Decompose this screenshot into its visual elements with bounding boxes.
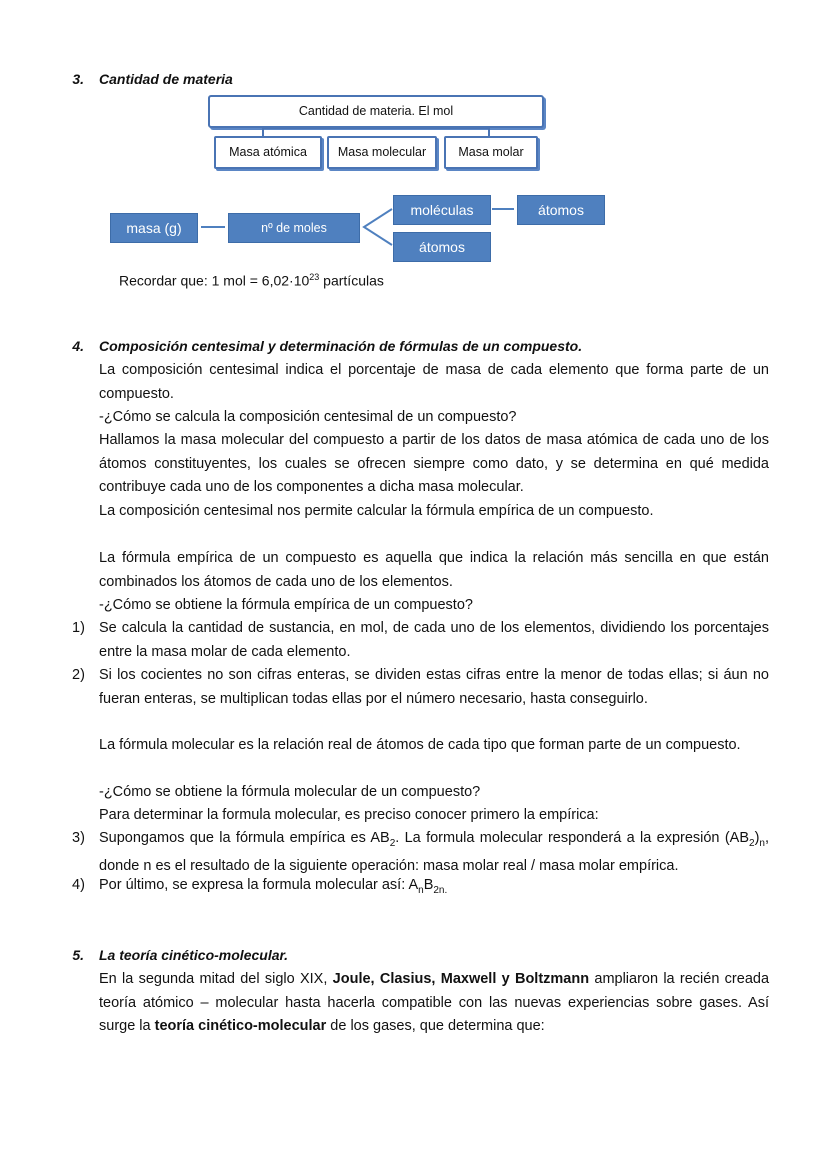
bold-text: teoría cinético-molecular bbox=[154, 1018, 327, 1034]
subscript: 2 bbox=[749, 837, 755, 849]
subscript: n bbox=[418, 884, 424, 896]
question: -¿Cómo se calcula la composición centesimal de un compuesto? bbox=[99, 409, 517, 425]
diagram-top-box: Cantidad de materia. El mol bbox=[208, 95, 544, 128]
text: ampliaron la recién creada teoría atómico – molecular hasta hacerla compatible con las nuevas experiencias sobre gases. Así surge la bbox=[99, 971, 770, 1034]
list-number: 3) bbox=[72, 830, 85, 846]
diagram-connector bbox=[262, 127, 490, 136]
flow-molecules-box: moléculas bbox=[393, 195, 491, 225]
flow-moles-box: nº de moles bbox=[228, 213, 360, 243]
flow-mass-box: masa (g) bbox=[110, 213, 198, 243]
flow-atoms-bottom-box: átomos bbox=[393, 232, 491, 262]
list-number: 4) bbox=[72, 877, 85, 893]
text: Por último, se expresa la formula molecular así: A bbox=[99, 877, 419, 893]
paragraph: La fórmula empírica de un compuesto es aquella que indica la relación más sencilla en que están combinados los átomos de cada uno de los elementos. bbox=[99, 550, 769, 590]
text: , donde n es el resultado de la siguiente operación: masa molar real / masa molar empírica. bbox=[99, 830, 769, 875]
reminder-exponent: 23 bbox=[309, 272, 320, 282]
paragraph: La composición centesimal nos permite calcular la fórmula empírica de un compuesto. bbox=[99, 503, 654, 519]
question: -¿Cómo se obtiene la fórmula empírica de un compuesto? bbox=[99, 597, 473, 613]
list-item: Si los cocientes no son cifras enteras, se dividen estas cifras entre la menor de todas ellas; si áun no fueran enteras, se multiplican todas ellas por el número necesario, hasta conseguirlo. bbox=[99, 667, 769, 707]
text: . La formula molecular responderá a la expresión (AB bbox=[395, 830, 749, 846]
diagram-box-atomic-mass: Masa atómica bbox=[214, 136, 322, 169]
reminder-suffix: partículas bbox=[319, 272, 384, 289]
paragraph bbox=[99, 968, 769, 1039]
reminder-text: Recordar que: 1 mol = 6,02·10 bbox=[119, 272, 310, 289]
mol-reminder bbox=[119, 266, 384, 292]
paragraph: Para determinar la formula molecular, es preciso conocer primero la empírica: bbox=[99, 807, 599, 823]
text: B bbox=[423, 877, 434, 893]
flow-line bbox=[492, 208, 514, 210]
question: -¿Cómo se obtiene la fórmula molecular de un compuesto? bbox=[99, 784, 481, 800]
diagram-box-molar-mass: Masa molar bbox=[444, 136, 538, 169]
list-item bbox=[99, 874, 447, 902]
list-number: 1) bbox=[72, 620, 85, 636]
section-title: La teoría cinético-molecular. bbox=[99, 947, 289, 963]
text: ) bbox=[754, 830, 760, 846]
text: En la segunda mitad del siglo XIX, bbox=[99, 971, 333, 987]
section-title: Composición centesimal y determinación de fórmulas de un compuesto. bbox=[99, 338, 583, 354]
subscript: n bbox=[759, 837, 765, 849]
section-number: 5. bbox=[72, 947, 84, 963]
text: Supongamos que la fórmula empírica es AB bbox=[99, 830, 390, 846]
diagram-box-molecular-mass: Masa molecular bbox=[327, 136, 437, 169]
flow-line bbox=[201, 226, 225, 228]
list-item bbox=[99, 827, 769, 879]
paragraph: La composición centesimal indica el porcentaje de masa de cada elemento que forma parte de un compuesto. bbox=[99, 362, 769, 402]
bold-text: Joule, Clasius, Maxwell y Boltzmann bbox=[332, 971, 590, 987]
subscript: 2 bbox=[389, 837, 396, 849]
flow-atoms-right-box: átomos bbox=[517, 195, 605, 225]
list-number: 2) bbox=[72, 667, 85, 683]
list-item: Se calcula la cantidad de sustancia, en mol, de cada uno de los elementos, dividiendo los porcentajes entre la masa molar de cada elemento. bbox=[99, 620, 769, 660]
section-number: 4. bbox=[72, 338, 84, 354]
flow-branch-lines bbox=[358, 205, 394, 249]
subscript: 2n. bbox=[433, 884, 448, 896]
paragraph: Hallamos la masa molecular del compuesto a partir de los datos de masa atómica de cada uno de los átomos constituyentes, los cuales se ofrecen siempre como dato, y se determina en qué medida contribuye cada uno de los componentes a dicha masa molecular. bbox=[99, 432, 769, 495]
paragraph: La fórmula molecular es la relación real de átomos de cada tipo que forman parte de un compuesto. bbox=[99, 737, 741, 753]
section-number: 3. bbox=[72, 71, 84, 87]
section-title: Cantidad de materia bbox=[99, 71, 233, 87]
text: de los gases, que determina que: bbox=[326, 1018, 545, 1034]
